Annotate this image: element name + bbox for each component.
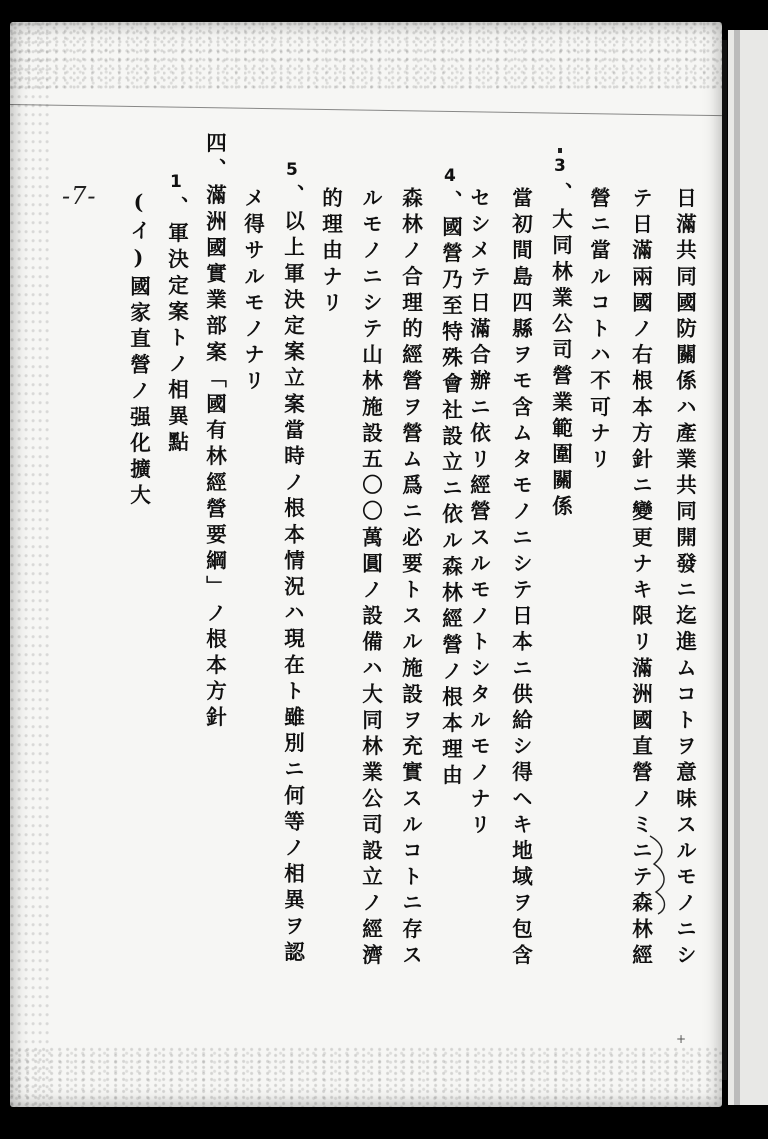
ink-dot [558,148,562,153]
text-column: セシメテ日滿合辦ニ依リ經營スルモノトシタルモノナリ [466,187,491,840]
document-paper [10,22,722,1107]
text-column: 、以上軍決定案立案當時ノ根本情況ハ現在ト雖別ニ何等ノ相異ヲ認 [280,184,305,967]
item-number-5: 5 [286,160,298,180]
text-column: テ日滿兩國ノ右根本方針ニ變更ナキ限リ滿洲國直營ノミニテ森林經 [628,187,653,970]
text-column: メ得サルモノナリ [240,187,265,396]
stray-mark: + [676,1032,687,1046]
section-heading: 四、滿洲國實業部案「國有林經營要綱」ノ根本方針 [202,132,227,733]
text-column: ルモノニシテ山林施設五〇〇萬圓ノ設備ハ大同林業公司設立ノ經濟 [358,187,383,970]
text-column: 森林ノ合理的經營ヲ營ム爲ニ必要トスル施設ヲ充實スルコトニ存ス [398,187,423,970]
subsection-item: (イ)國家直營ノ强化擴大 [126,190,151,511]
scan-noise-left [10,22,50,1107]
section-heading: 、大同林業公司營業範圍關係 [548,182,573,522]
scanned-rule-line [10,104,722,116]
page-number: -7- [62,182,97,210]
adjacent-page-shadow [734,30,740,1105]
subsection-heading: 、軍決定案トノ相異點 [164,196,189,457]
text-column: 日滿共同國防關係ハ產業共同開發ニ迄進ムコトヲ意味スルモノニシ [672,187,697,970]
scan-noise-top [10,22,722,92]
section-heading: 、國營乃至特殊會社設立ニ依ル森林經營ノ根本理由 [438,190,463,791]
scan-noise-bottom [10,1047,722,1107]
handwritten-bracket-mark [646,834,674,916]
adjacent-page-edge [728,30,768,1105]
item-number-1: 1 [170,172,182,192]
text-column: 當初間島四縣ヲモ含ムタモノニシテ日本ニ供給シ得ヘキ地域ヲ包含 [508,187,533,970]
text-column: 營ニ當ルコトハ不可ナリ [586,187,611,475]
text-column: 的理由ナリ [318,187,343,318]
item-number-4: 4 [444,166,456,186]
item-number-3: 3 [554,156,566,176]
